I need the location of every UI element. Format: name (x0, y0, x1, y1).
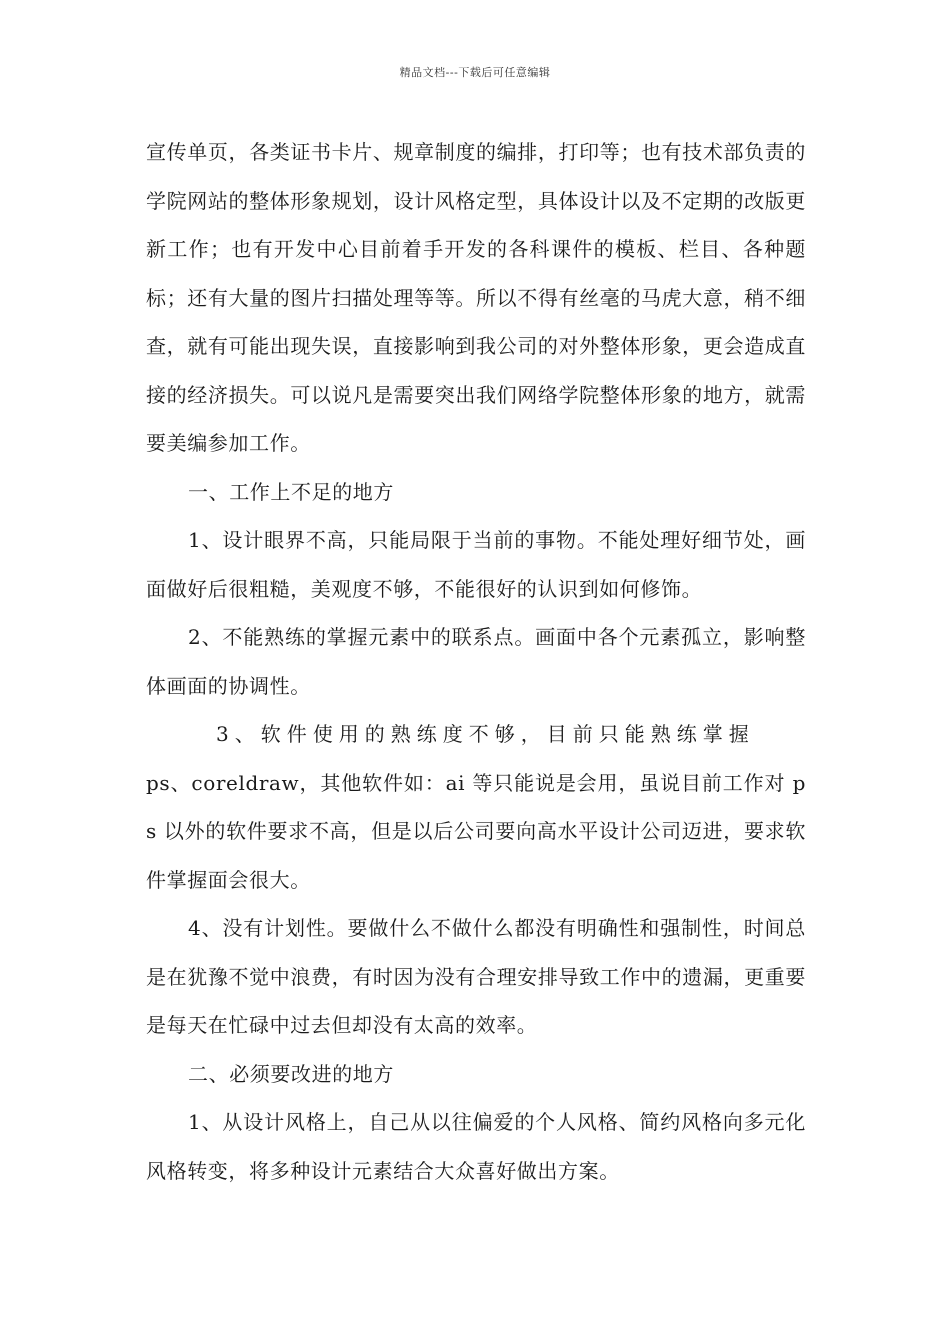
paragraph-item-2: 2、不能熟练的掌握元素中的联系点。画面中各个元素孤立，影响整体画面的协调性。 (146, 625, 806, 698)
paragraph-item-4: 4、没有计划性。要做什么不做什么都没有明确性和强制性，时间总是在犹豫不觉中浪费，有时因为没有合理安排导致工作中的遗漏，更重要是每天在忙碌中过去但却没有太高的效率。 (146, 916, 806, 1037)
section-heading-improvements: 二、必须要改进的地方 (188, 1061, 394, 1086)
document-body (146, 128, 806, 1195)
section-heading-shortcomings: 一、工作上不足的地方 (188, 479, 394, 504)
paragraph-item-3-first-line: 3、软件使用的熟练度不够，目前只能熟练掌握 (216, 722, 755, 746)
paragraph-improvement-1: 1、从设计风格上，自己从以往偏爱的个人风格、简约风格向多元化风格转变，将多种设计元素结合大众喜好做出方案。 (146, 1110, 806, 1183)
paragraph-intro-continued: 宣传单页，各类证书卡片、规章制度的编排，打印等；也有技术部负责的学院网站的整体形象规划，设计风格定型，具体设计以及不定期的改版更新工作；也有开发中心目前着手开发的各科课件的模板、栏目、各种题标；还有大量的图片扫描处理等等。所以不得有丝毫的马虎大意，稍不细查，就有可能出现失误，直接影响到我公司的对外整体形象，更会造成直接的经济损失。可以说凡是需要突出我们网络学院整体形象的地方，就需要美编参加工作。 (146, 140, 806, 455)
paragraph-item-1: 1、设计眼界不高，只能局限于当前的事物。不能处理好细节处，画面做好后很粗糙，美观度不够，不能很好的认识到如何修饰。 (146, 528, 806, 601)
page-header: 精品文档---下载后可任意编辑 (399, 66, 551, 79)
paragraph-item-3-continued: ps、coreldraw，其他软件如：ai 等只能说是会用，虽说目前工作对 ps 以外的软件要求不高，但是以后公司要向高水平设计公司迈进，要求软件掌握面会很大。 (146, 770, 806, 892)
